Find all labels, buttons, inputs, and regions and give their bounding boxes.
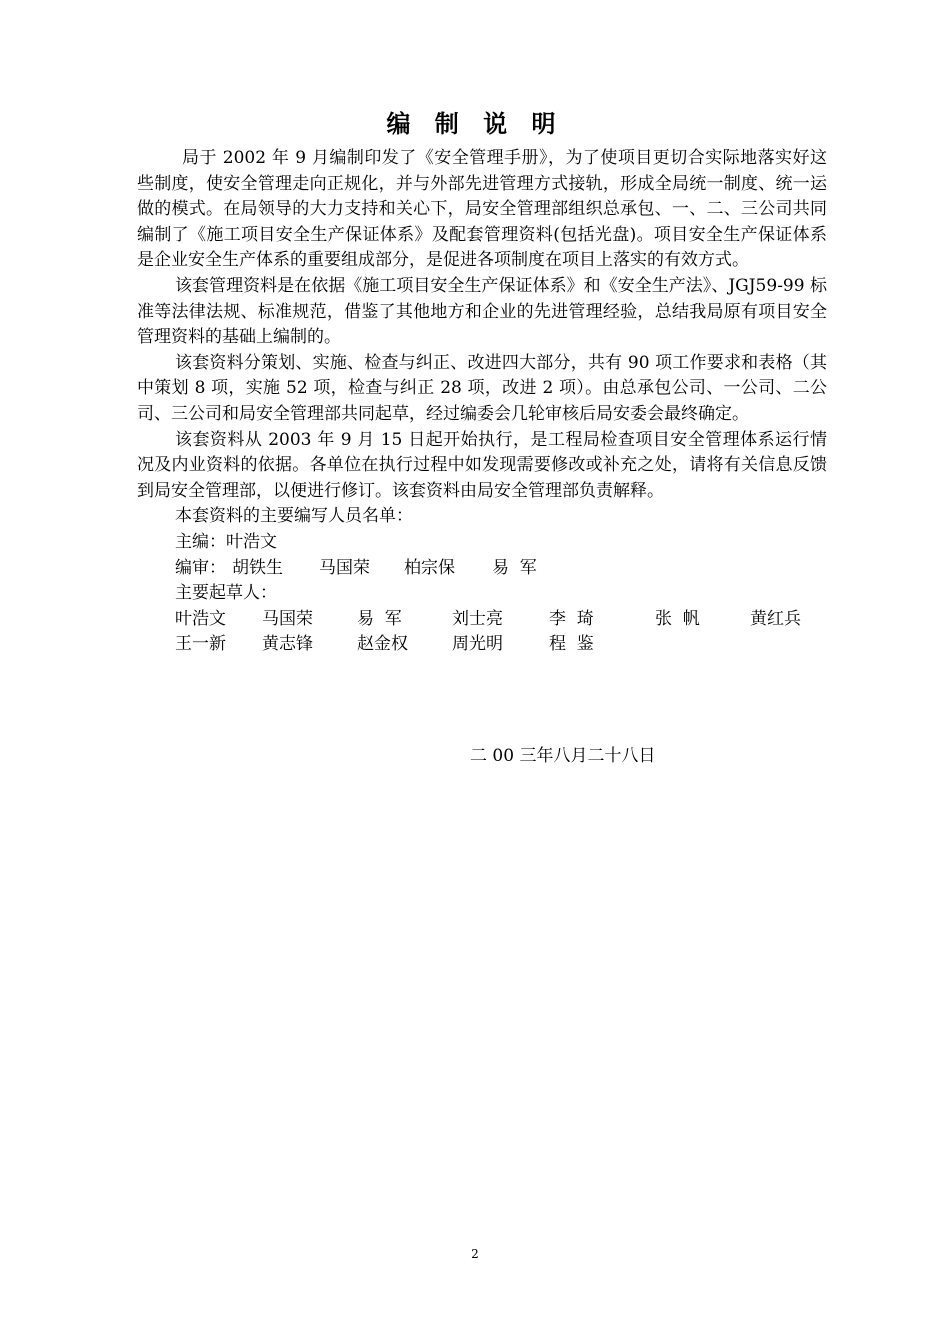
drafters-list — [137, 607, 827, 658]
drafter-name: 叶浩文 — [175, 608, 226, 629]
drafter-name: 李 琦 — [549, 608, 594, 629]
paragraph-2: 该套管理资料是在依据《施工项目安全生产保证体系》和《安全生产法》、JGJ59-99 标准等法律法规、标准规范，借鉴了其他地方和企业的先进管理经验，总结我局原有项目安全管理资料的基础上编制的。 — [137, 275, 827, 348]
drafters-row — [175, 607, 827, 633]
page-number: 2 — [471, 1247, 479, 1261]
drafter-name: 黄红兵 — [750, 608, 801, 629]
drafter-name: 张 帆 — [655, 608, 700, 629]
drafter-name: 赵金权 — [357, 634, 408, 655]
drafter-name: 王一新 — [175, 634, 226, 655]
drafter-name: 周光明 — [452, 634, 503, 655]
reviewer-name: 易 军 — [492, 557, 537, 578]
drafter-name: 易 军 — [357, 608, 402, 629]
reviewer-name: 柏宗保 — [404, 557, 455, 578]
drafter-name: 程 鉴 — [549, 634, 594, 655]
document-date: 二 00 三年八月二十八日 — [470, 746, 656, 766]
page-title: 编 制 说 明 — [386, 110, 564, 138]
chief-editor: 主编：叶浩文 — [175, 531, 277, 552]
drafter-name: 马国荣 — [262, 608, 313, 629]
paragraph-4: 该套资料从 2003 年 9 月 15 日起开始执行，是工程局检查项目安全管理体系运行情况及内业资料的依据。各单位在执行过程中如发现需要修改或补充之处，请将有关信息反馈到局安全管理部，以便进行修订。该套资料由局安全管理部负责解释。 — [137, 429, 827, 501]
authors-intro: 本套资料的主要编写人员名单： — [175, 506, 413, 527]
paragraph-3: 该套资料分策划、实施、检查与纠正、改进四大部分，共有 90 项工作要求和表格（其中策划 8 项，实施 52 项，检查与纠正 28 项，改进 2 项）。由总承包公司、一公司、二公司、三公司和局安全管理部共同起草，经过编委会几轮审核后局安委会最终确定。 — [137, 352, 827, 424]
drafter-name: 黄志锋 — [262, 634, 313, 655]
document-body — [137, 146, 827, 658]
reviewers-line — [137, 556, 827, 582]
reviewer-name: 马国荣 — [319, 557, 370, 578]
reviewers-label: 编审： — [175, 557, 226, 578]
drafters-row — [175, 632, 827, 658]
drafters-label: 主要起草人： — [175, 583, 277, 604]
paragraph-1: 局于 2002 年 9 月编制印发了《安全管理手册》，为了使项目更切合实际地落实好这些制度，使安全管理走向正规化，并与外部先进管理方式接轨，形成全局统一制度、统一运做的模式。在局领导的大力支持和关心下，局安全管理部组织总承包、一、二、三公司共同编制了《施工项目安全生产保证体系》及配套管理资料(包括光盘)。项目安全生产保证体系是企业安全生产体系的重要组成部分，是促进各项制度在项目上落实的有效方式。 — [137, 148, 827, 271]
reviewer-name: 胡铁生 — [232, 557, 283, 578]
drafter-name: 刘士亮 — [452, 608, 503, 629]
